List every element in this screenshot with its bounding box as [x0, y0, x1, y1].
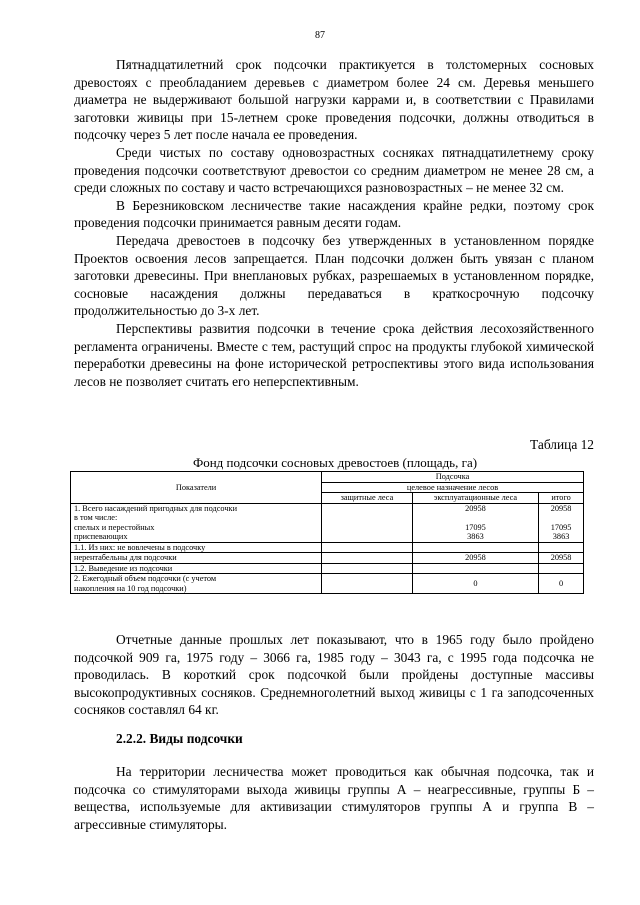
header-indicators: Показатели: [71, 472, 322, 504]
body-text-section: [74, 763, 594, 833]
header-exploitation-forests: эксплуатационные леса: [412, 493, 538, 504]
paragraph-1: Пятнадцатилетний срок подсочки практикуется в толстомерных сосновых древостоях с преобладанием деревьев с диаметром более 24 см. Деревья меньшего диаметра не выдерживают большой нагрузки каррами и, в соответствии с Правилами заготовки живицы при 15-летнем сроке проведения подсочки, должны отводиться в подсочку через 5 лет после начала ее проведения.: [74, 57, 594, 143]
row-label: приспевающих: [74, 532, 128, 541]
cell-value: 0: [539, 574, 584, 594]
header-forest-purpose: целевое назначение лесов: [322, 482, 584, 493]
cell-value: 3863: [552, 532, 570, 541]
paragraph-section: На территории лесничества может проводиться как обычная подсочка, так и подсочка со стимуляторами выхода живицы группы А – неагрессивные, группы Б – вещества, используемые для активизации стимуляторов группы А и группа В – агрессивные стимуляторы.: [74, 764, 594, 832]
row-label: 1. Всего насаждений пригодных для подсочки: [74, 503, 238, 513]
page-number: 87: [315, 30, 325, 41]
table-row: [71, 574, 584, 594]
row-label: спелых и перестойных: [74, 522, 155, 532]
row-label: 2. Ежегодный объем подсочки (с учетом: [74, 574, 217, 583]
cell-value: 20958: [465, 503, 486, 513]
table-number: Таблица 12: [530, 437, 594, 452]
header-total: итого: [539, 493, 584, 504]
table-title: Фонд подсочки сосновых древостоев (площадь, га): [192, 455, 478, 470]
table-row: [71, 553, 584, 564]
row-label: 1.1. Из них: не вовлечены в подсочку: [71, 542, 322, 553]
cell-value: 3863: [467, 532, 484, 541]
cell-value: 0: [412, 574, 538, 594]
forest-tapping-fund-table: [70, 471, 584, 594]
section-heading: 2.2.2. Виды подсочки: [116, 731, 243, 746]
row-label: накопления на 10 год подсочки): [74, 583, 187, 593]
table-row: [71, 503, 584, 542]
header-protective-forests: защитные леса: [322, 493, 413, 504]
table-row: [71, 542, 584, 553]
row-label: 1.2. Выведение из подсочки: [71, 563, 322, 574]
paragraph-2: Среди чистых по составу одновозрастных сосняках пятнадцатилетнему сроку проведения подсочки соответствуют древостои со средним диаметром не менее 28 см, а среди сложных по составу и часто встречающихся разновозрастных – не менее 32 см.: [74, 144, 594, 196]
cell-value: 20958: [539, 553, 584, 564]
cell-value: 20958: [412, 553, 538, 564]
paragraph-4: Передача древостоев в подсочку без утвержденных в установленном порядке Проектов освоения лесов запрещается. План подсочки должен быть увязан с планом заготовки древесины. При внеплановых рубках, разрешаемых в установленном порядке, сосновые насаждения должны передаваться в краткосрочную подсочку продолжительностью до 3-х лет.: [74, 232, 594, 319]
cell-value: 20958: [550, 503, 572, 513]
table-row: [71, 563, 584, 574]
paragraph-3: В Березниковском лесничестве такие насаждения крайне редки, поэтому срок проведения подсочки принимается равным десяти годам.: [74, 197, 594, 231]
paragraph-5: Перспективы развития подсочки в течение срока действия лесохозяйственного регламента ограничены. Вместе с тем, растущий спрос на продукты глубокой химической переработки древесины на фоне исторической ретроспективы этого вида использования лесов не позволяет считать его неперспективным.: [74, 320, 594, 389]
header-tapping: Подсочка: [322, 472, 584, 483]
row-label: в том числе:: [74, 513, 118, 522]
body-text-top: [74, 56, 594, 390]
paragraph-after-table: Отчетные данные прошлых лет показывают, что в 1965 году было пройдено подсочкой 909 га, 1975 году – 3066 га, 1985 году – 3043 га, с 1995 года подсочка не проводилась. В короткий срок подсочкой были пройдены доступные массивы высокопродуктивных сосняков. Среднемноголетний выход живицы с 1 га заподсоченных сосняков составлял 64 кг.: [74, 632, 594, 718]
body-text-after-table: [74, 631, 594, 719]
cell-value: 17095: [550, 522, 572, 532]
row-label: нерентабельны для подсочки: [71, 553, 322, 564]
cell-value: 17095: [465, 522, 486, 532]
